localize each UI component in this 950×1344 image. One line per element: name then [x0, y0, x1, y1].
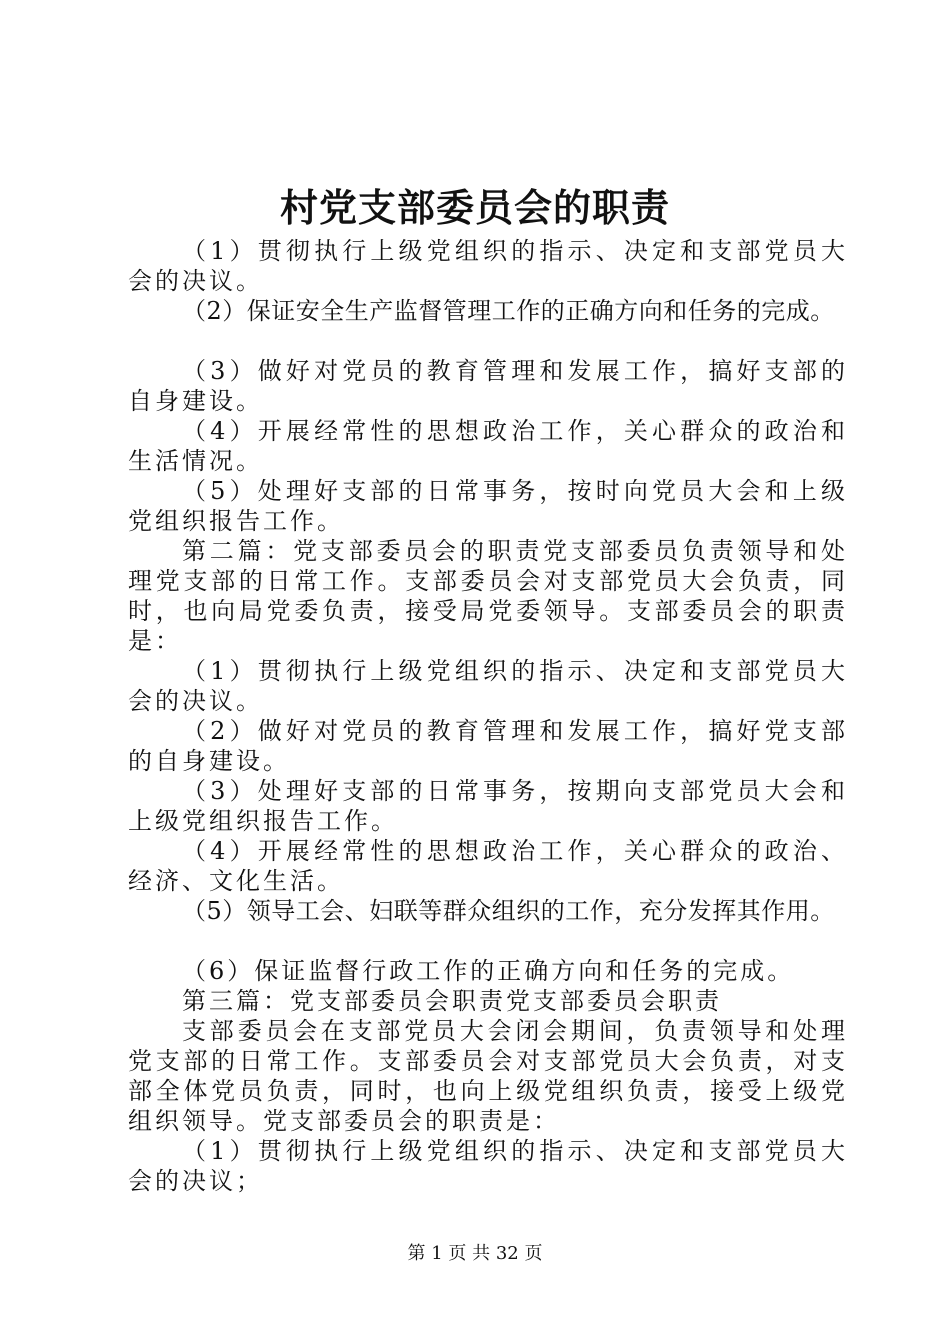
paragraph-15: （1）贯彻执行上级党组织的指示、决定和支部党员大会的决议； — [128, 1137, 848, 1195]
paragraph-11: （5）领导工会、妇联等群众组织的工作，充分发挥其作用。 — [182, 897, 835, 925]
paragraph-14: 支部委员会在支部党员大会闭会期间，负责领导和处理党支部的日常工作。支部委员会对支部党员大会负责，对支部全体党员负责，同时，也向上级党组织负责，接受上级党组织领导。党支部委员会的职责是： — [128, 1017, 848, 1135]
paragraph-9: （3）处理好支部的日常事务，按期向支部党员大会和上级党组织报告工作。 — [128, 777, 848, 835]
paragraph-6: 第二篇：党支部委员会的职责党支部委员负责领导和处理党支部的日常工作。支部委员会对支部党员大会负责，同时，也向局党委负责，接受局党委领导。支部委员会的职责是： — [128, 537, 848, 655]
paragraph-4: （4）开展经常性的思想政治工作，关心群众的政治和生活情况。 — [128, 417, 848, 475]
paragraph-13: 第三篇：党支部委员会职责党支部委员会职责 — [182, 987, 722, 1015]
document-title: 村党支部委员会的职责 — [279, 185, 670, 230]
paragraph-1: （1）贯彻执行上级党组织的指示、决定和支部党员大会的决议。 — [128, 237, 848, 295]
document-body — [128, 236, 848, 1196]
paragraph-2: （2）保证安全生产监督管理工作的正确方向和任务的完成。 — [182, 297, 835, 325]
paragraph-gap — [128, 326, 848, 356]
paragraph-3: （3）做好对党员的教育管理和发展工作，搞好支部的自身建设。 — [128, 357, 848, 415]
paragraph-12: （6）保证监督行政工作的正确方向和任务的完成。 — [182, 957, 795, 985]
paragraph-10: （4）开展经常性的思想政治工作，关心群众的政治、经济、文化生活。 — [128, 837, 848, 895]
paragraph-5: （5）处理好支部的日常事务，按时向党员大会和上级党组织报告工作。 — [128, 477, 848, 535]
paragraph-7: （1）贯彻执行上级党组织的指示、决定和支部党员大会的决议。 — [128, 657, 848, 715]
page-footer: 第 1 页 共 32 页 — [407, 1243, 543, 1264]
paragraph-gap — [128, 926, 848, 956]
paragraph-8: （2）做好对党员的教育管理和发展工作，搞好党支部的自身建设。 — [128, 717, 848, 775]
